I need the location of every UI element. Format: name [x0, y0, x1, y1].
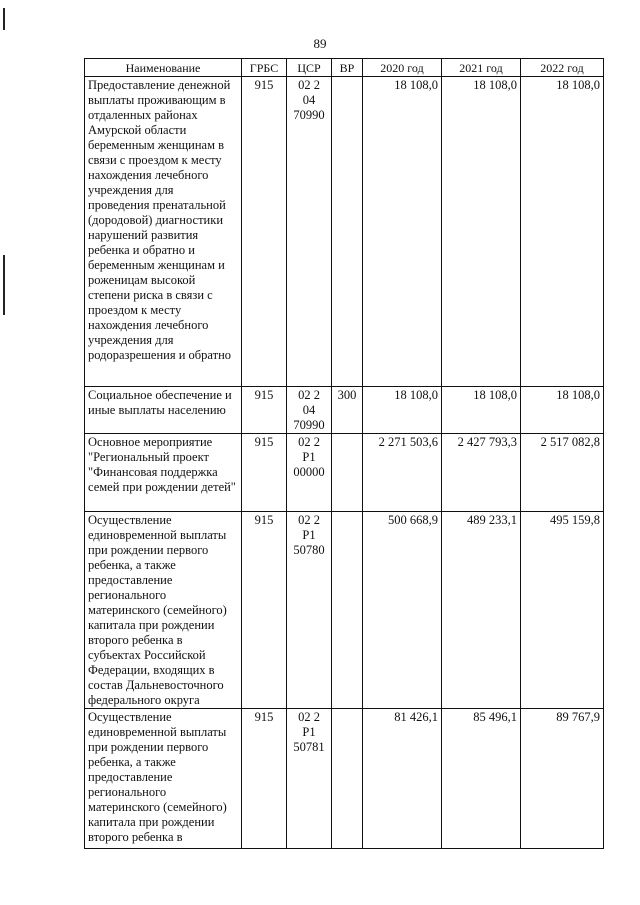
scan-edge-mark-middle — [3, 255, 5, 315]
row-2022: 89 767,9 — [521, 709, 604, 849]
row-name: Социальное обеспечение и иные выплаты населению — [85, 387, 242, 434]
row-name: Предоставление денежной выплаты проживающим в отдаленных районах Амурской области беременным женщинам в связи с проездом к месту нахождения лечебного учреждения для проведения пренатальной (дородовой) диагностики нарушений развития ребенка и обратно и беременным женщинам и роженицам высокой степени риска в связи с проездом к месту нахождения лечебного учреждения для родоразрешения и обратно — [85, 77, 242, 387]
row-vr — [332, 434, 363, 512]
row-2021: 2 427 793,3 — [442, 434, 521, 512]
row-grbs: 915 — [242, 387, 287, 434]
row-name: Осуществление единовременной выплаты при рождении первого ребенка, а также предоставление регионального материнского (семейного) капитала при рождении второго ребенка в субъектах Российской Федерации, входящих в состав Дальневосточного федерального округа — [85, 512, 242, 709]
row-vr — [332, 512, 363, 709]
row-csr: 02 2 P1 00000 — [287, 434, 332, 512]
budget-table — [84, 58, 604, 849]
row-2020: 2 271 503,6 — [363, 434, 442, 512]
row-csr: 02 2 04 70990 — [287, 387, 332, 434]
row-2022: 18 108,0 — [521, 77, 604, 387]
row-vr — [332, 77, 363, 387]
row-2021: 489 233,1 — [442, 512, 521, 709]
row-vr — [332, 709, 363, 849]
row-2022: 495 159,8 — [521, 512, 604, 709]
table-row — [85, 434, 604, 512]
header-csr: ЦСР — [287, 59, 332, 77]
table-row — [85, 512, 604, 709]
row-name: Основное мероприятие "Региональный проект "Финансовая поддержка семей при рождении детей" — [85, 434, 242, 512]
row-csr: 02 2 P1 50781 — [287, 709, 332, 849]
row-2021: 18 108,0 — [442, 387, 521, 434]
table-header-row — [85, 59, 604, 77]
row-grbs: 915 — [242, 434, 287, 512]
row-name: Осуществление единовременной выплаты при рождении первого ребенка, а также предоставление регионального материнского (семейного) капитала при рождении второго ребенка в — [85, 709, 242, 849]
header-vr: ВР — [332, 59, 363, 77]
table-row — [85, 709, 604, 849]
row-vr: 300 — [332, 387, 363, 434]
row-grbs: 915 — [242, 709, 287, 849]
header-2021: 2021 год — [442, 59, 521, 77]
table-row — [85, 387, 604, 434]
row-2022: 18 108,0 — [521, 387, 604, 434]
row-2022: 2 517 082,8 — [521, 434, 604, 512]
row-2021: 85 496,1 — [442, 709, 521, 849]
row-2021: 18 108,0 — [442, 77, 521, 387]
row-grbs: 915 — [242, 77, 287, 387]
header-2020: 2020 год — [363, 59, 442, 77]
row-csr: 02 2 P1 50780 — [287, 512, 332, 709]
row-2020: 500 668,9 — [363, 512, 442, 709]
page-number: 89 — [313, 36, 327, 51]
row-2020: 81 426,1 — [363, 709, 442, 849]
row-2020: 18 108,0 — [363, 387, 442, 434]
header-grbs: ГРБС — [242, 59, 287, 77]
row-grbs: 915 — [242, 512, 287, 709]
header-name: Наименование — [85, 59, 242, 77]
row-csr: 02 2 04 70990 — [287, 77, 332, 387]
table-row — [85, 77, 604, 387]
row-2020: 18 108,0 — [363, 77, 442, 387]
scan-edge-mark-top — [3, 8, 5, 30]
header-2022: 2022 год — [521, 59, 604, 77]
